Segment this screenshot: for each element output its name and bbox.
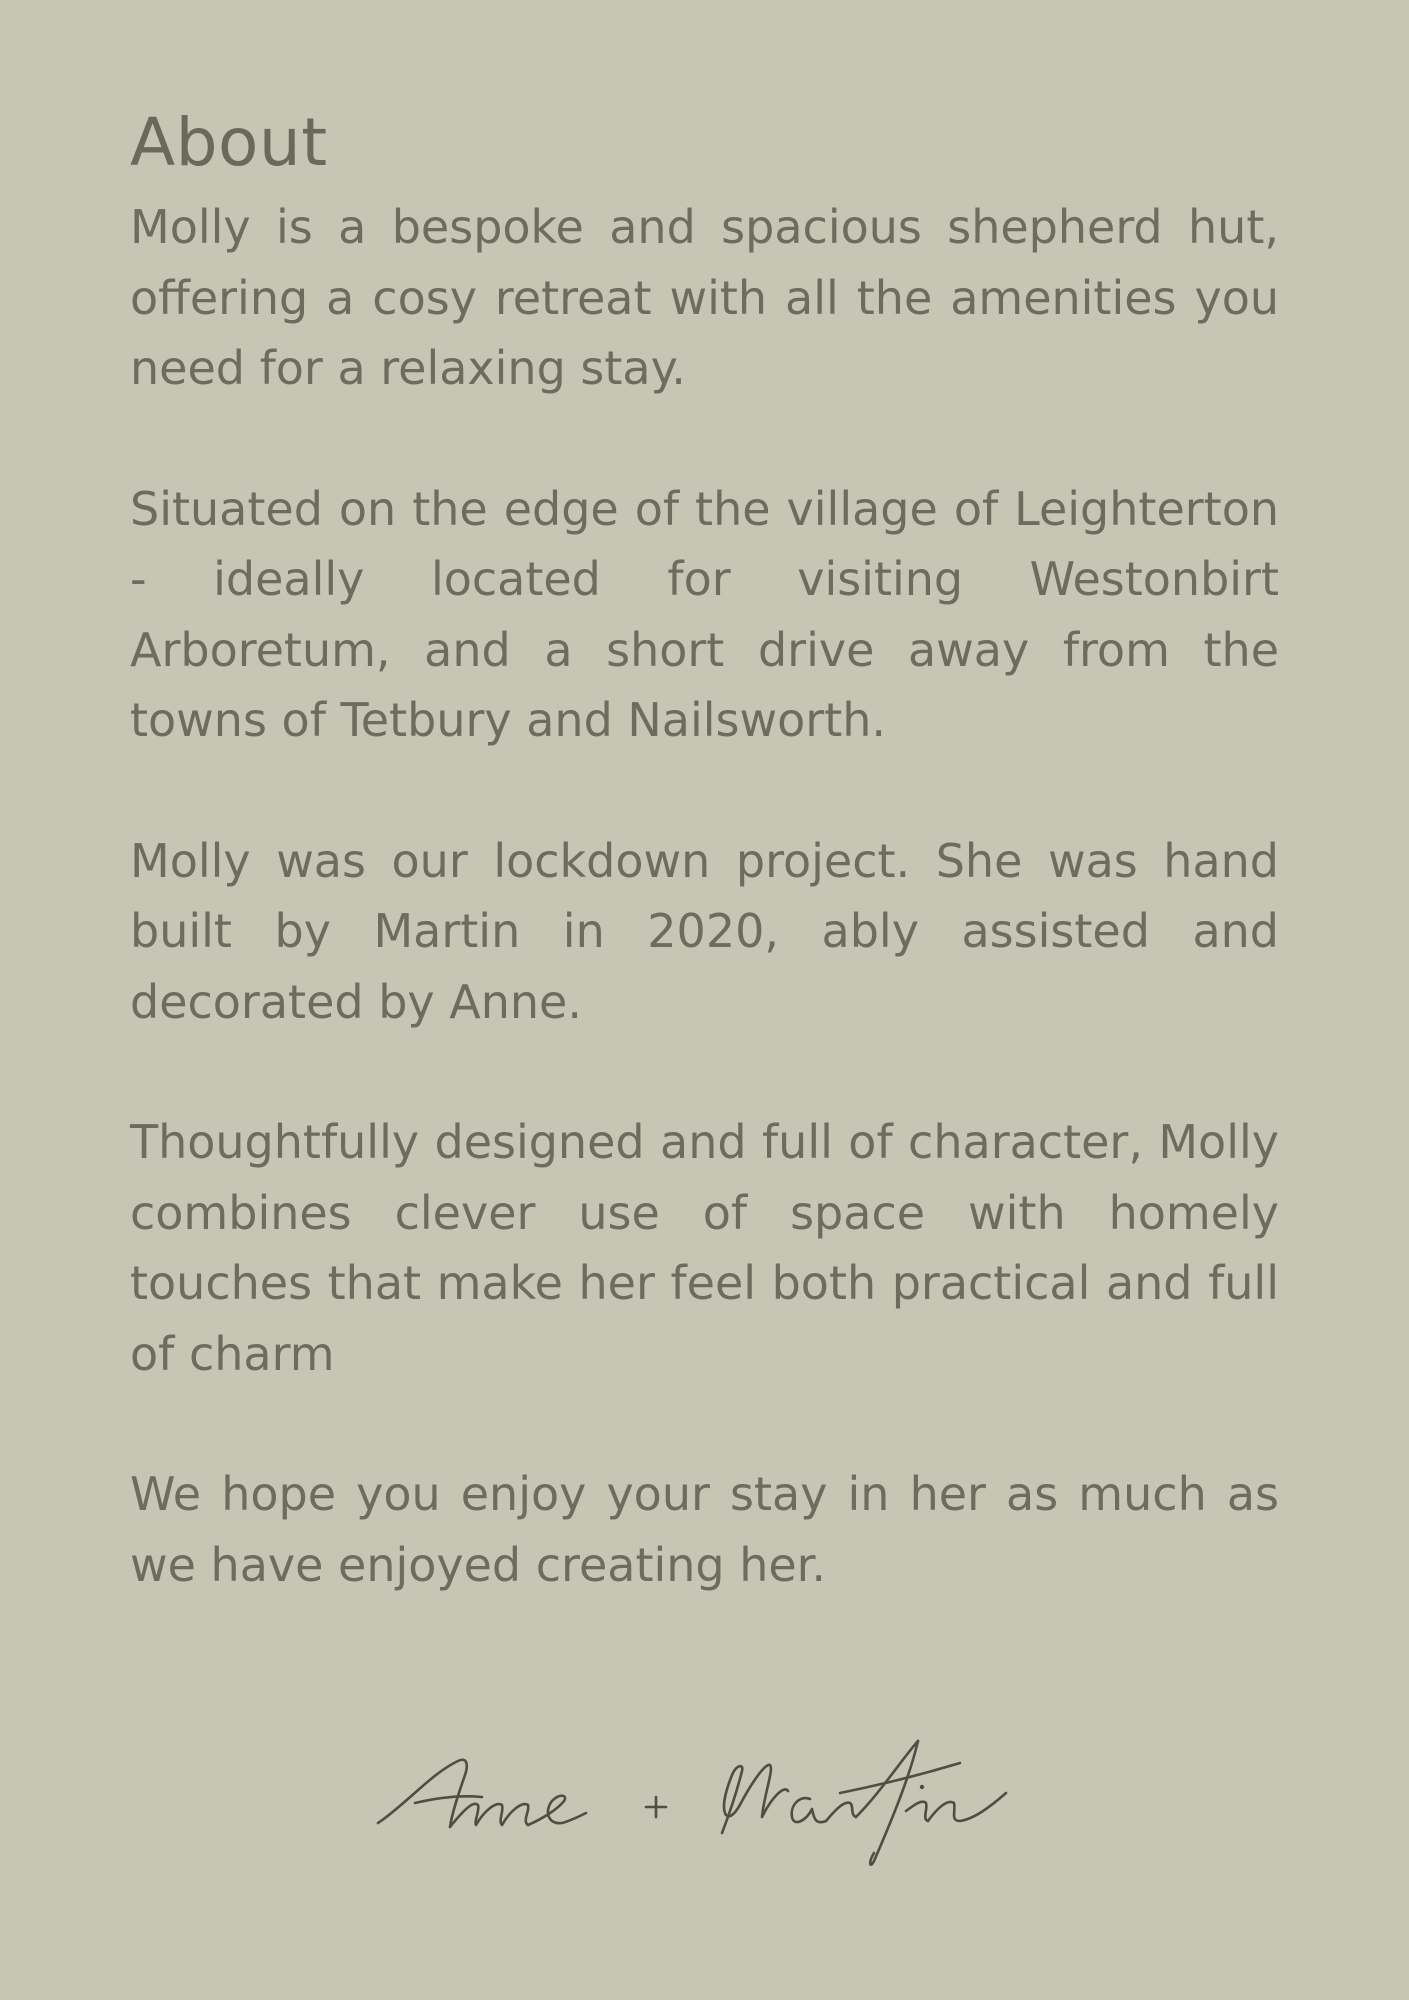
about-text bbox=[130, 192, 1279, 1600]
page-title: About bbox=[130, 104, 328, 181]
about-paragraph-2: Situated on the edge of the village of Leighterton - ideally located for visiting Westonbirt Arboretum, and a short drive away from the towns of Tetbury and Nailsworth. bbox=[130, 481, 1279, 747]
about-paragraph-3: Molly was our lockdown project. She was hand built by Martin in 2020, ably assisted and decorated by Anne. bbox=[130, 833, 1279, 1029]
about-paragraph-1: Molly is a bespoke and spacious shepherd hut, offering a cosy retreat with all the amenities you need for a relaxing stay. bbox=[130, 200, 1279, 395]
signature bbox=[370, 1735, 1050, 1870]
signature-drawing bbox=[370, 1735, 1050, 1870]
about-paragraph-4: Thoughtfully designed and full of character, Molly combines clever use of space with homely touches that make her feel both practical and full of charm bbox=[130, 1115, 1279, 1381]
about-paragraph-5: We hope you enjoy your stay in her as much as we have enjoyed creating her. bbox=[130, 1467, 1279, 1592]
